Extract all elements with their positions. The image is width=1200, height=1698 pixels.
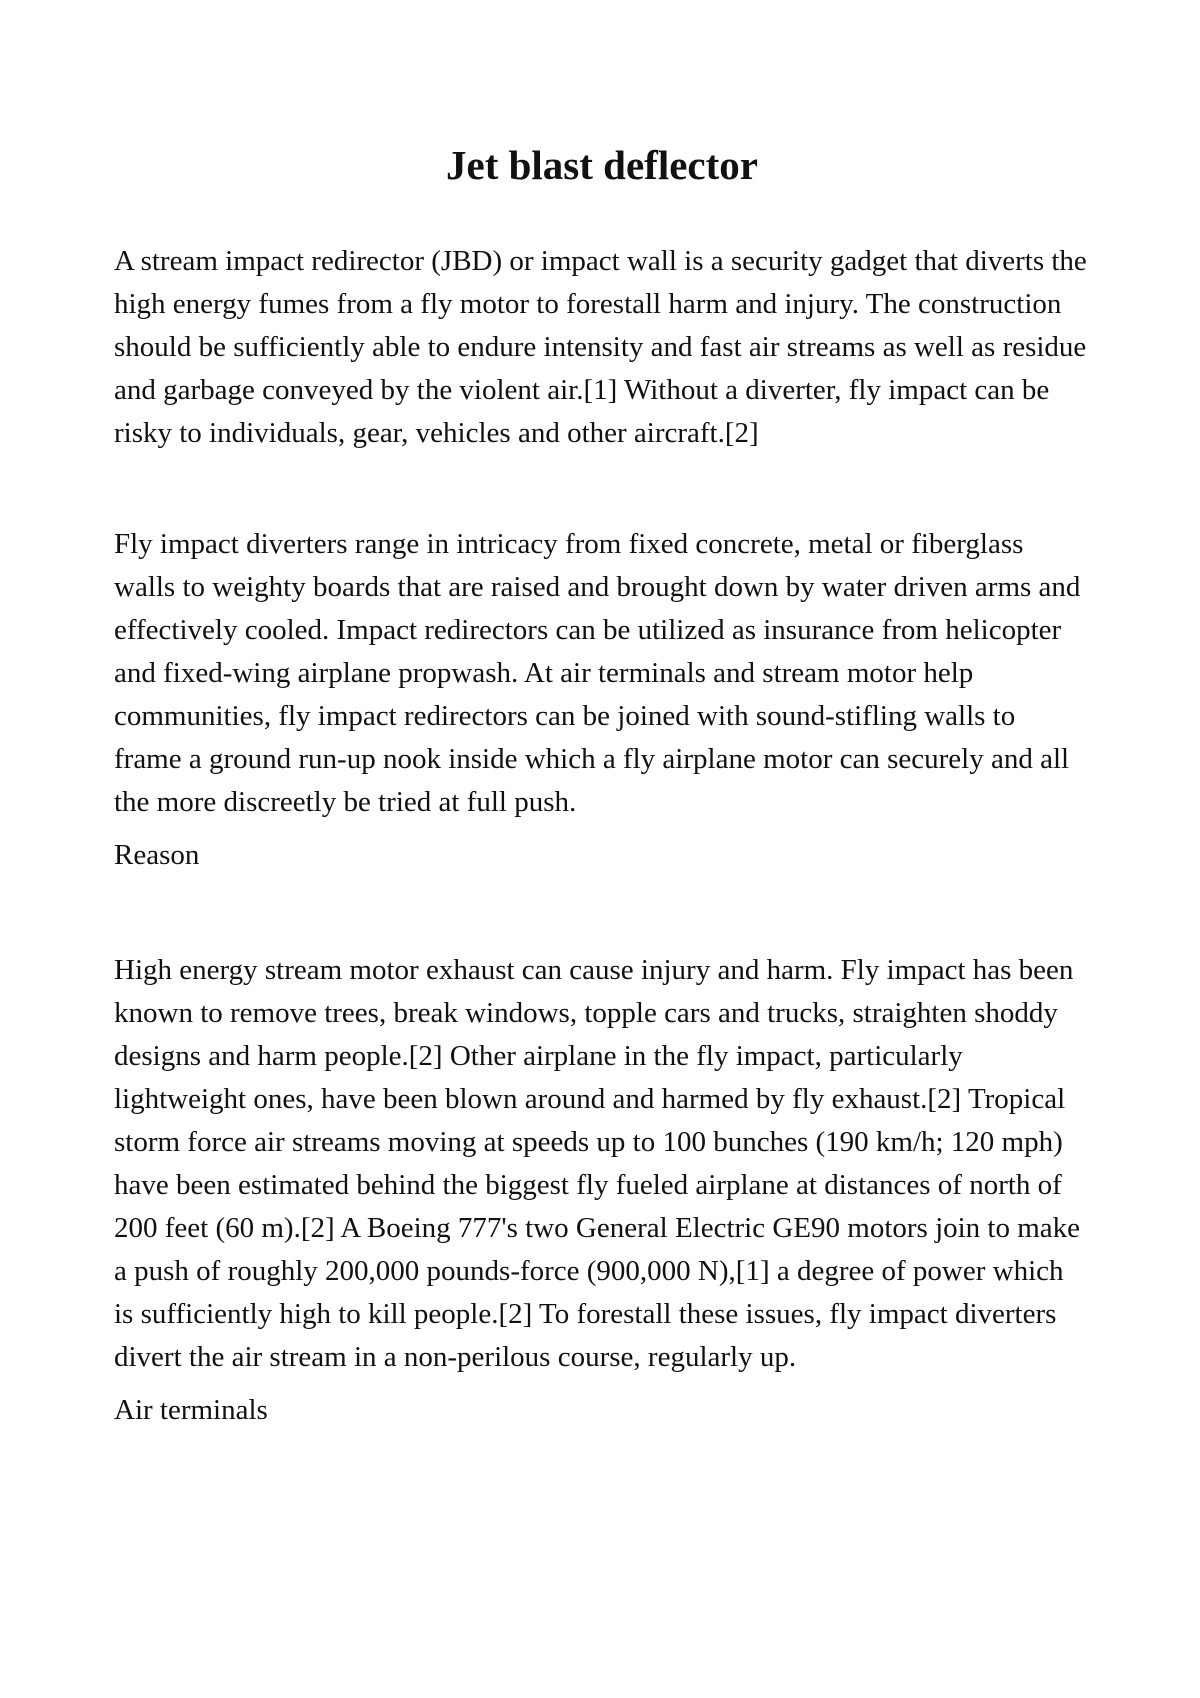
section-heading-reason: Reason bbox=[114, 839, 200, 871]
section-spacer bbox=[114, 877, 1090, 949]
section-heading-air-terminals: Air terminals bbox=[114, 1394, 268, 1426]
paragraph-intro: A stream impact redirector (JBD) or impact wall is a security gadget that diverts the high energy fumes from a fly motor to forestall harm and injury. The construction should be sufficiently able to endure intensity and fast air streams as well as residue and garbage conveyed by the violent air.[1] Without a diverter, fly impact can be risky to individuals, gear, vehicles and other aircraft.[2] bbox=[114, 245, 1087, 449]
paragraph-spacer bbox=[114, 455, 1090, 523]
heading-spacer bbox=[114, 1379, 1090, 1389]
paragraph-reason: High energy stream motor exhaust can cause injury and harm. Fly impact has been known to remove trees, break windows, topple cars and trucks, straighten shoddy designs and harm people.[2] Other airplane in the fly impact, particularly lightweight ones, have been blown around and harmed by fly exhaust.[2] Tropical storm force air streams moving at speeds up to 100 bunches (190 km/h; 120 mph) have been estimated behind the biggest fly fueled airplane at distances of north of 200 feet (60 m).[2] A Boeing 777's two General Electric GE90 motors join to make a push of roughly 200,000 pounds-force (900,000 N),[1] a degree of power which is sufficiently high to kill people.[2] To forestall these issues, fly impact diverters divert the air stream in a non-perilous course, regularly up. bbox=[114, 954, 1081, 1373]
heading-spacer bbox=[114, 824, 1090, 834]
paragraph-types: Fly impact diverters range in intricacy from fixed concrete, metal or fiberglass walls to weighty boards that are raised and brought down by water driven arms and effectively cooled. Impact redirectors can be utilized as insurance from helicopter and fixed-wing airplane propwash. At air terminals and stream motor help communities, fly impact redirectors can be joined with sound-stifling walls to frame a ground run-up nook inside which a fly airplane motor can securely and all the more discreetly be tried at full push. bbox=[114, 528, 1081, 818]
document-title: Jet blast deflector bbox=[446, 142, 758, 188]
